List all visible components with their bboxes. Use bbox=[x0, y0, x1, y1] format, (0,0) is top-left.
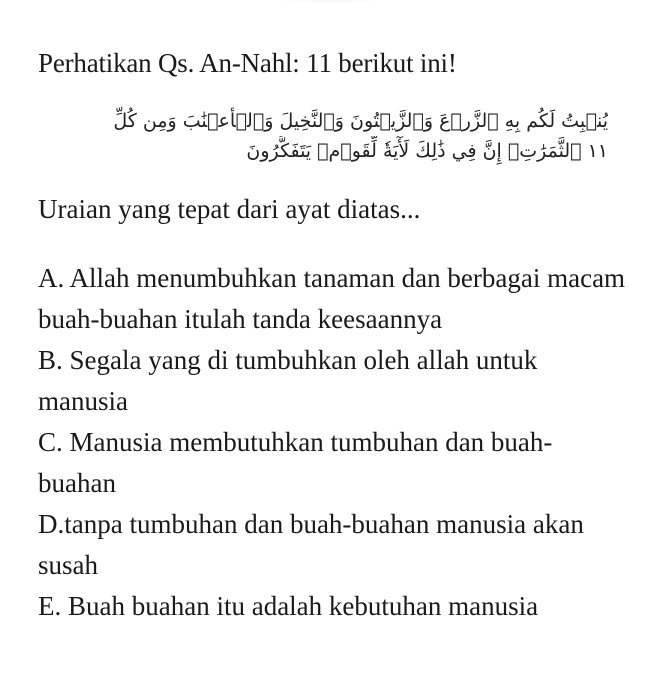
instruction-text: Uraian yang tepat dari ayat diatas... bbox=[38, 194, 421, 224]
arabic-verse-line-1: يُنۢبِتُ لَكُم بِهِ ٱلزَّرۡعَ وَٱلزَّيۡتُونَ وَٱلنَّخِيلَ وَٱلۡأَعۡنَٰبَ وَمِن كُلِّ bbox=[113, 110, 608, 132]
option-e: E. Buah buahan itu adalah kebutuhan manusia bbox=[38, 591, 539, 621]
option-c: C. Manusia membutuhkan tumbuhan dan buah-buahan bbox=[38, 427, 553, 498]
arabic-verse bbox=[38, 106, 608, 166]
arabic-verse-line-2-text: ٱلثَّمَرَٰتِۚ إِنَّ فِي ذَٰلِكَ لَأٓيَةٗ لِّقَوۡمٖ يَتَفَكَّرُونَ bbox=[246, 140, 582, 162]
answer-options bbox=[38, 258, 628, 627]
arabic-verse-line-2 bbox=[218, 136, 608, 166]
top-edge-shadow bbox=[250, 0, 410, 4]
option-b: B. Segala yang di tumbuhkan oleh allah untuk manusia bbox=[38, 345, 538, 416]
option-d: D.tanpa tumbuhan dan buah-buahan manusia akan susah bbox=[38, 509, 584, 580]
option-a: A. Allah menumbuhkan tanaman dan berbagai macam buah-buahan itulah tanda keesaannya bbox=[38, 263, 626, 334]
verse-number: ١١ bbox=[587, 140, 608, 162]
question-title: Perhatikan Qs. An-Nahl: 11 berikut ini! bbox=[38, 48, 457, 78]
